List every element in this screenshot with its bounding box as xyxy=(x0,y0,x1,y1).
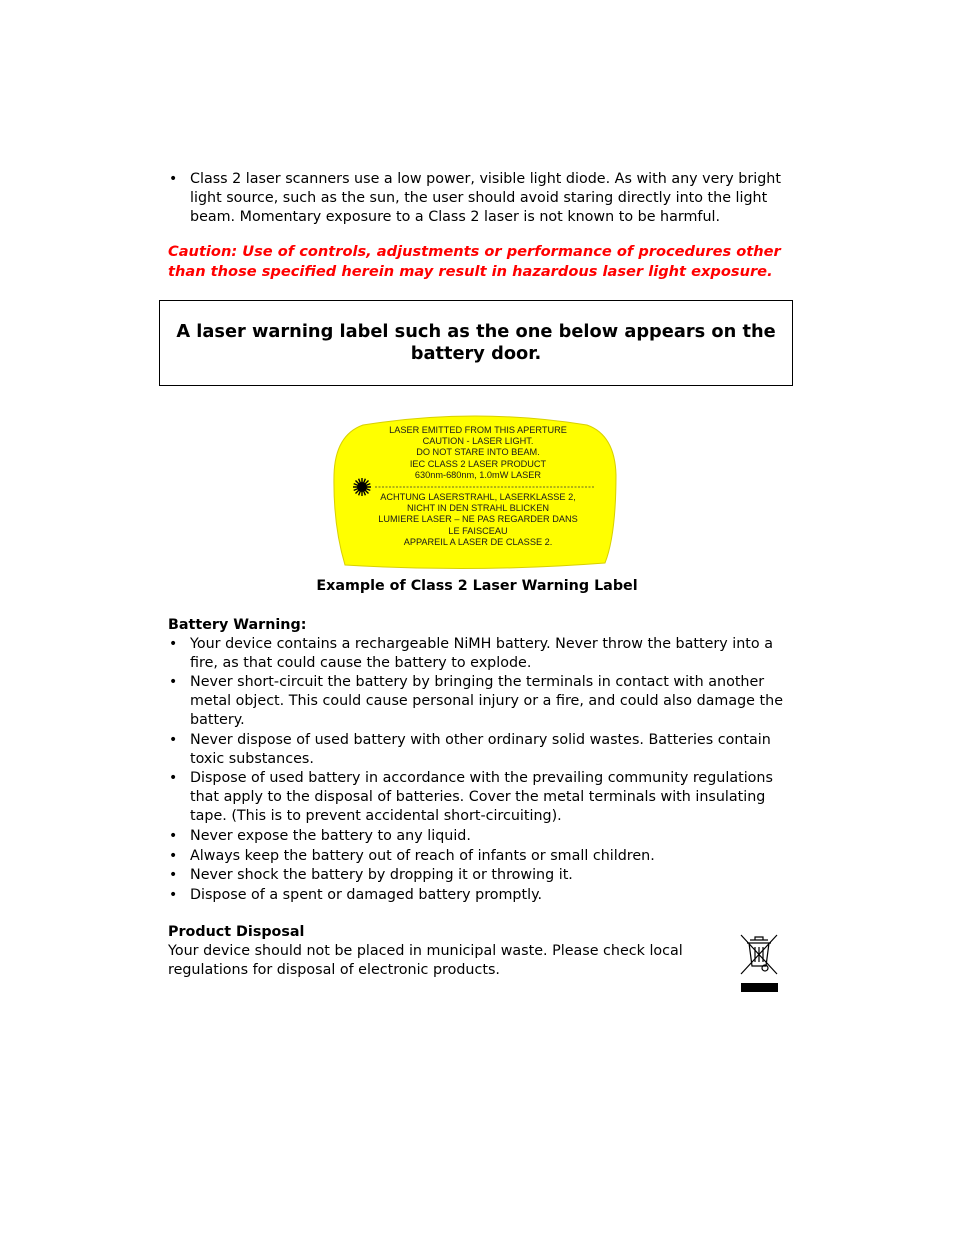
laser-section xyxy=(168,168,784,282)
label-caption: Example of Class 2 Laser Warning Label xyxy=(316,578,638,594)
crossed-out-wheelie-bin-icon xyxy=(738,932,780,994)
battery-bullet-list xyxy=(168,635,784,905)
label-line: ACHTUNG LASERSTRAHL, LASERKLASSE 2, xyxy=(380,492,576,502)
list-item: • Never expose the battery to any liquid. xyxy=(168,827,784,846)
label-line: IEC CLASS 2 LASER PRODUCT xyxy=(409,458,547,469)
label-line: 630nm-680nm, 1.0mW LASER xyxy=(414,469,542,480)
list-item: • Your device contains a rechargeable NiMH battery. Never throw the battery into a fire, as that could cause the battery to explode. xyxy=(168,635,784,673)
list-item: • Never short-circuit the battery by bringing the terminals in contact with another metal object. This could cause personal injury or a fire, and could also damage the battery. xyxy=(168,673,784,729)
list-item: • Never dispose of used battery with other ordinary solid wastes. Batteries contain toxic substances. xyxy=(168,731,784,769)
caution-text: Caution: Use of controls, adjustments or performance of procedures other than those specified herein may result in hazardous laser light exposure. xyxy=(168,243,781,280)
list-item: • Dispose of a spent or damaged battery promptly. xyxy=(168,886,784,905)
label-line: LUMIERE LASER – NE PAS REGARDER DANS xyxy=(378,514,578,525)
list-item: • Never shock the battery by dropping it or throwing it. xyxy=(168,866,784,885)
product-disposal-section xyxy=(168,923,708,979)
product-disposal-text: Your device should not be placed in municipal waste. Please check local regulations for disposal of electronic products. xyxy=(168,942,683,978)
laser-label-notice-box xyxy=(159,300,793,386)
list-item: • Class 2 laser scanners use a low power, visible light diode. As with any very bright light source, such as the sun, the user should avoid staring directly into the light beam. Momentary exposure to a Class 2 laser is not known to be harmful. xyxy=(168,170,784,226)
laser-label-bottom-text xyxy=(336,492,620,548)
label-line: CAUTION - LASER LIGHT. xyxy=(422,436,534,447)
list-item: • Always keep the battery out of reach of infants or small children. xyxy=(168,847,784,866)
laser-label-notice-text: A laser warning label such as the one below appears on the battery door. xyxy=(176,320,776,364)
list-item: • Dispose of used battery in accordance with the prevailing community regulations that apply to the disposal of batteries. Cover the metal terminals with insulating tape. (This is to prevent accidental short-circuiting). xyxy=(168,769,784,825)
label-line: APPAREIL A LASER DE CLASSE 2. xyxy=(403,536,553,547)
battery-warning-title: Battery Warning: xyxy=(168,617,307,633)
laser-bullet-list xyxy=(168,170,784,226)
label-line: LASER EMITTED FROM THIS APERTURE xyxy=(389,425,567,435)
laser-warning-label xyxy=(333,415,617,571)
label-line: NICHT IN DEN STRAHL BLICKEN xyxy=(407,503,549,514)
label-line: LE FAISCEAU xyxy=(448,525,508,536)
label-line: DO NOT STARE INTO BEAM. xyxy=(416,447,540,458)
battery-warning-section xyxy=(168,616,784,906)
laser-label-top-text xyxy=(336,425,620,481)
product-disposal-title: Product Disposal xyxy=(168,924,305,940)
